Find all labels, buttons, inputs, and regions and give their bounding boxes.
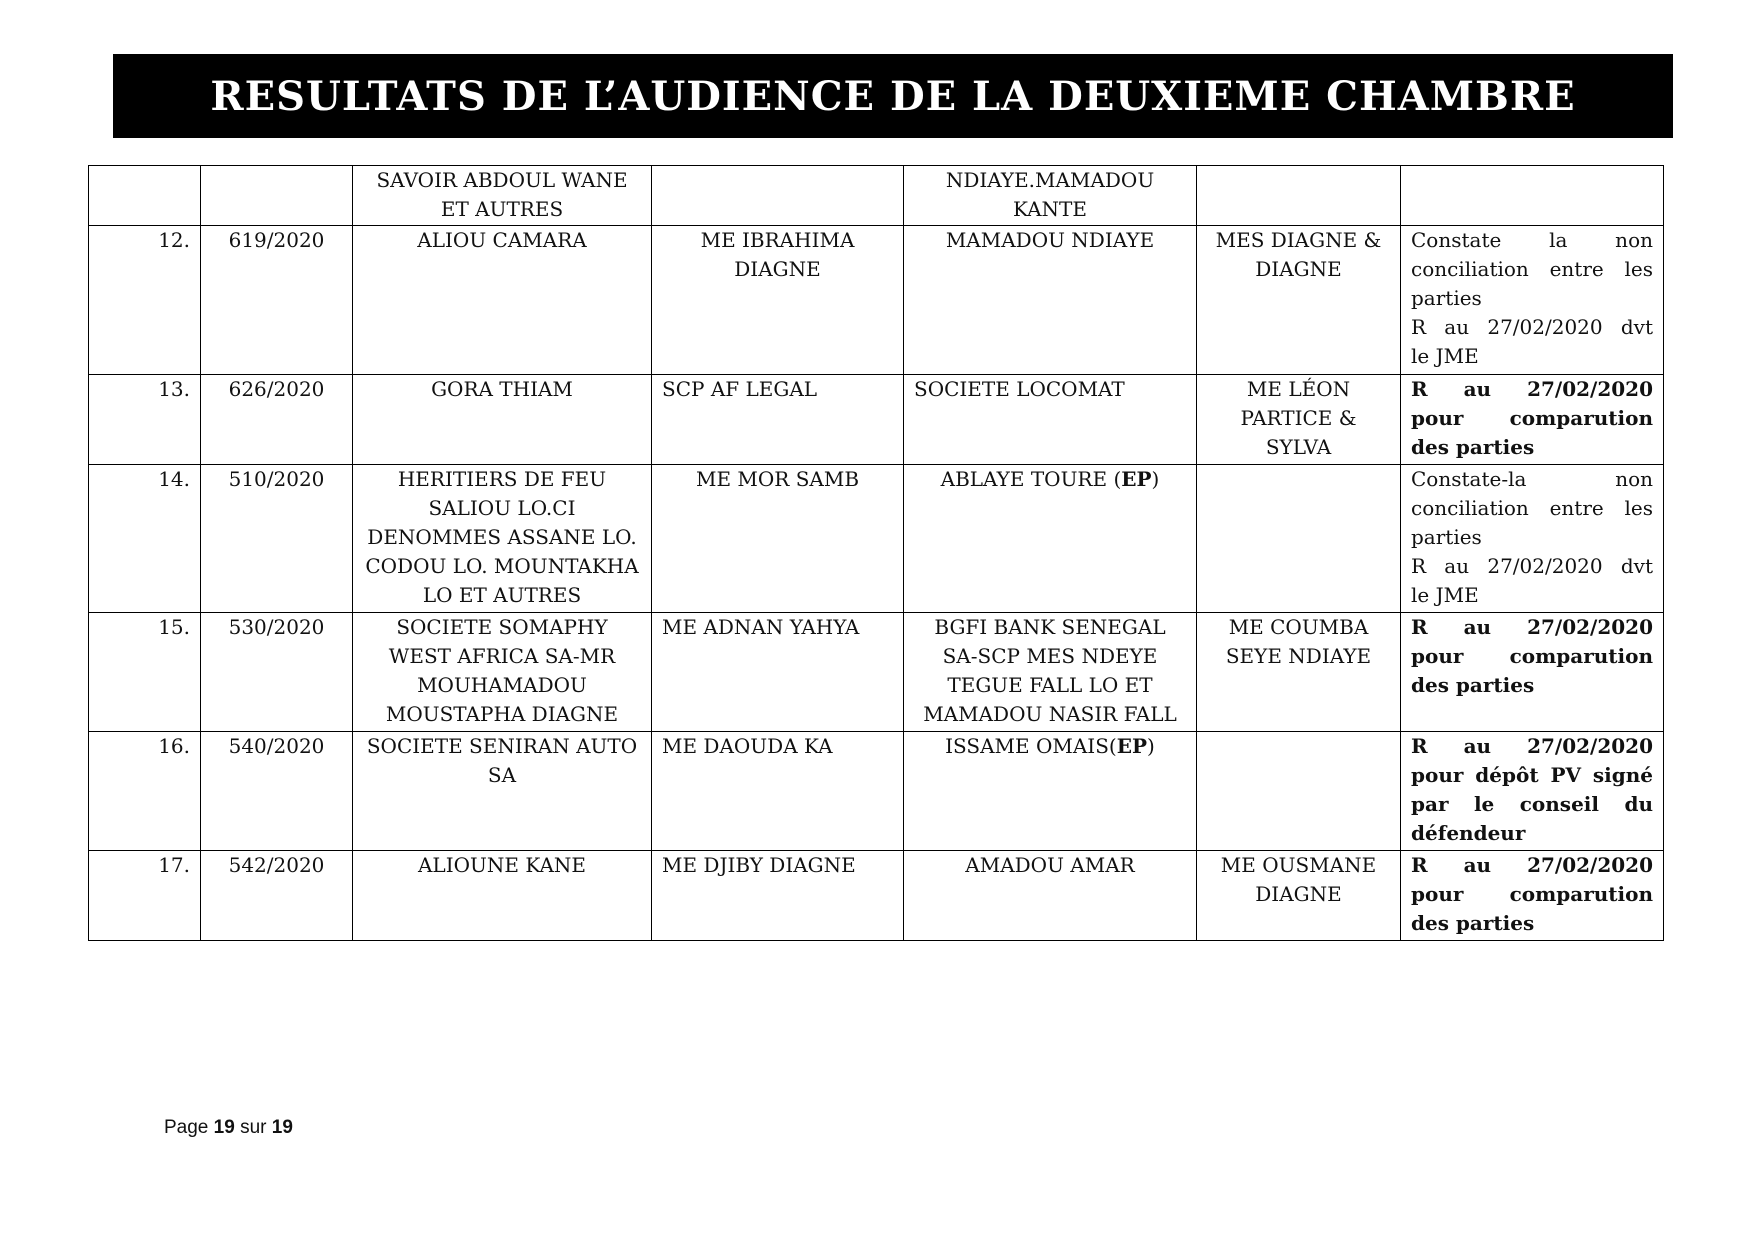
defendant-line: BGFI BANK SENEGAL — [934, 615, 1166, 639]
defendant-cell — [904, 851, 1197, 941]
row-number-cell: 15. — [89, 613, 201, 732]
defendant-lawyer-cell — [1197, 226, 1401, 375]
table-row — [89, 226, 1664, 375]
decision-line: R au 27/02/2020 — [1411, 377, 1653, 401]
plaintiff-line: ALIOU CAMARA — [417, 228, 587, 252]
defendant-line: SOCIETE LOCOMAT — [914, 377, 1125, 401]
row-number-cell: 17. — [89, 851, 201, 941]
decision-line: R au 27/02/2020 — [1411, 734, 1653, 758]
defendant-lawyer-line: SYLVA — [1265, 435, 1332, 459]
decision-cell — [1401, 166, 1664, 226]
defendant-cell — [904, 613, 1197, 732]
decision-line: pour comparution — [1411, 644, 1653, 668]
decision-line: conciliation entre les — [1411, 496, 1653, 520]
decision-cell — [1401, 465, 1664, 613]
defendant-lawyer-cell — [1197, 465, 1401, 613]
decision-line: pour comparution — [1411, 882, 1653, 906]
defendant-line: MAMADOU NASIR FALL — [923, 702, 1177, 726]
plaintiff-lawyer-cell — [652, 166, 904, 226]
decision-cell — [1401, 613, 1664, 732]
plaintiff-cell — [353, 375, 652, 465]
plaintiff-line: WEST AFRICA SA-MR — [388, 644, 616, 668]
defendant-line: ISSAME OMAIS(EP) — [945, 734, 1155, 758]
row-number-cell: 13. — [89, 375, 201, 465]
row-number-cell: 16. — [89, 732, 201, 851]
decision-line: des parties — [1411, 911, 1535, 935]
table-row — [89, 851, 1664, 941]
plaintiff-cell — [353, 226, 652, 375]
plaintiff-lawyer-cell — [652, 375, 904, 465]
defendant-lawyer-line: DIAGNE — [1255, 257, 1342, 281]
decision-line: Constate-la non — [1411, 467, 1653, 491]
decision-line: parties — [1411, 525, 1482, 549]
defendant-cell — [904, 166, 1197, 226]
decision-line: des parties — [1411, 673, 1535, 697]
table-row — [89, 166, 1664, 226]
defendant-cell — [904, 226, 1197, 375]
title-banner — [113, 54, 1673, 138]
plaintiff-lawyer-line: SCP AF LEGAL — [662, 377, 818, 401]
table-row — [89, 465, 1664, 613]
plaintiff-cell — [353, 851, 652, 941]
table-row — [89, 613, 1664, 732]
decision-cell — [1401, 851, 1664, 941]
decision-line: R au 27/02/2020 dvt — [1411, 554, 1653, 578]
table-row — [89, 375, 1664, 465]
plaintiff-lawyer-line: DIAGNE — [734, 257, 821, 281]
decision-cell — [1401, 375, 1664, 465]
plaintiff-line: SOCIETE SENIRAN AUTO — [366, 734, 638, 758]
page-current: 19 — [213, 1117, 235, 1138]
case-number-cell: 619/2020 — [201, 226, 353, 375]
plaintiff-lawyer-line: ME IBRAHIMA — [700, 228, 855, 252]
decision-line: pour dépôt PV signé — [1411, 763, 1653, 787]
plaintiff-line: CODOU LO. MOUNTAKHA — [365, 554, 639, 578]
plaintiff-lawyer-cell — [652, 465, 904, 613]
decision-line: parties — [1411, 286, 1482, 310]
defendant-line: MAMADOU NDIAYE — [945, 228, 1155, 252]
decision-line: R au 27/02/2020 — [1411, 853, 1653, 877]
plaintiff-line: SAVOIR ABDOUL WANE — [376, 168, 628, 192]
decision-line: par le conseil du — [1411, 792, 1653, 816]
defendant-line: NDIAYE.MAMADOU — [945, 168, 1155, 192]
plaintiff-lawyer-line: ME DJIBY DIAGNE — [662, 853, 856, 877]
case-number-cell: 542/2020 — [201, 851, 353, 941]
plaintiff-cell — [353, 166, 652, 226]
decision-line: des parties — [1411, 435, 1535, 459]
case-number-cell: 530/2020 — [201, 613, 353, 732]
row-number-cell — [89, 166, 201, 226]
decision-line: le JME — [1411, 583, 1479, 607]
plaintiff-line: SOCIETE SOMAPHY — [396, 615, 608, 639]
defendant-line: SA-SCP MES NDEYE — [942, 644, 1158, 668]
plaintiff-line: MOUHAMADOU — [417, 673, 587, 697]
decision-line: Constate la non — [1411, 228, 1653, 252]
plaintiff-cell — [353, 465, 652, 613]
defendant-lawyer-line: MES DIAGNE & — [1215, 228, 1382, 252]
plaintiff-cell — [353, 613, 652, 732]
plaintiff-line: SALIOU LO.CI — [428, 496, 576, 520]
case-number-cell: 540/2020 — [201, 732, 353, 851]
plaintiff-lawyer-cell — [652, 732, 904, 851]
defendant-lawyer-cell — [1197, 851, 1401, 941]
defendant-lawyer-line: ME LÉON — [1246, 377, 1351, 401]
defendant-cell — [904, 465, 1197, 613]
plaintiff-cell — [353, 732, 652, 851]
plaintiff-line: LO ET AUTRES — [422, 583, 582, 607]
case-number-cell: 510/2020 — [201, 465, 353, 613]
plaintiff-line: ALIOUNE KANE — [417, 853, 586, 877]
defendant-lawyer-cell — [1197, 166, 1401, 226]
row-number-cell: 12. — [89, 226, 201, 375]
defendant-lawyer-line: SEYE NDIAYE — [1225, 644, 1372, 668]
defendant-line: TEGUE FALL LO ET — [947, 673, 1153, 697]
defendant-cell — [904, 375, 1197, 465]
defendant-lawyer-cell — [1197, 375, 1401, 465]
plaintiff-line: DENOMMES ASSANE LO. — [367, 525, 637, 549]
plaintiff-line: GORA THIAM — [431, 377, 573, 401]
plaintiff-line: MOUSTAPHA DIAGNE — [385, 702, 619, 726]
results-table-body — [89, 166, 1664, 941]
results-table — [88, 165, 1664, 941]
decision-line: R au 27/02/2020 dvt — [1411, 315, 1653, 339]
page-footer — [164, 1117, 293, 1139]
plaintiff-lawyer-cell — [652, 226, 904, 375]
decision-line: défendeur — [1411, 821, 1526, 845]
defendant-cell — [904, 732, 1197, 851]
plaintiff-line: HERITIERS DE FEU — [397, 467, 607, 491]
decision-line: R au 27/02/2020 — [1411, 615, 1653, 639]
page-total: 19 — [271, 1117, 293, 1138]
defendant-lawyer-line: DIAGNE — [1255, 882, 1342, 906]
plaintiff-lawyer-cell — [652, 851, 904, 941]
case-number-cell — [201, 166, 353, 226]
page-separator: sur — [240, 1117, 267, 1138]
plaintiff-line: SA — [487, 763, 517, 787]
defendant-line: AMADOU AMAR — [965, 853, 1135, 877]
page-label: Page — [164, 1117, 209, 1138]
decision-line: pour comparution — [1411, 406, 1653, 430]
plaintiff-line: ET AUTRES — [440, 197, 564, 221]
defendant-lawyer-cell — [1197, 732, 1401, 851]
decision-cell — [1401, 226, 1664, 375]
plaintiff-lawyer-cell — [652, 613, 904, 732]
decision-line: conciliation entre les — [1411, 257, 1653, 281]
defendant-lawyer-line: ME COUMBA — [1228, 615, 1369, 639]
defendant-line: ABLAYE TOURE (EP) — [940, 467, 1160, 491]
table-row — [89, 732, 1664, 851]
defendant-lawyer-cell — [1197, 613, 1401, 732]
row-number-cell: 14. — [89, 465, 201, 613]
defendant-lawyer-line: ME OUSMANE — [1220, 853, 1377, 877]
plaintiff-lawyer-line: ME ADNAN YAHYA — [662, 615, 860, 639]
page-title: RESULTATS DE L’AUDIENCE DE LA DEUXIEME CHAMBRE — [210, 72, 1576, 120]
decision-line: le JME — [1411, 344, 1479, 368]
plaintiff-lawyer-line: ME DAOUDA KA — [662, 734, 833, 758]
case-number-cell: 626/2020 — [201, 375, 353, 465]
defendant-lawyer-line: PARTICE & — [1240, 406, 1357, 430]
plaintiff-lawyer-line: ME MOR SAMB — [695, 467, 860, 491]
decision-cell — [1401, 732, 1664, 851]
defendant-line: KANTE — [1012, 197, 1087, 221]
